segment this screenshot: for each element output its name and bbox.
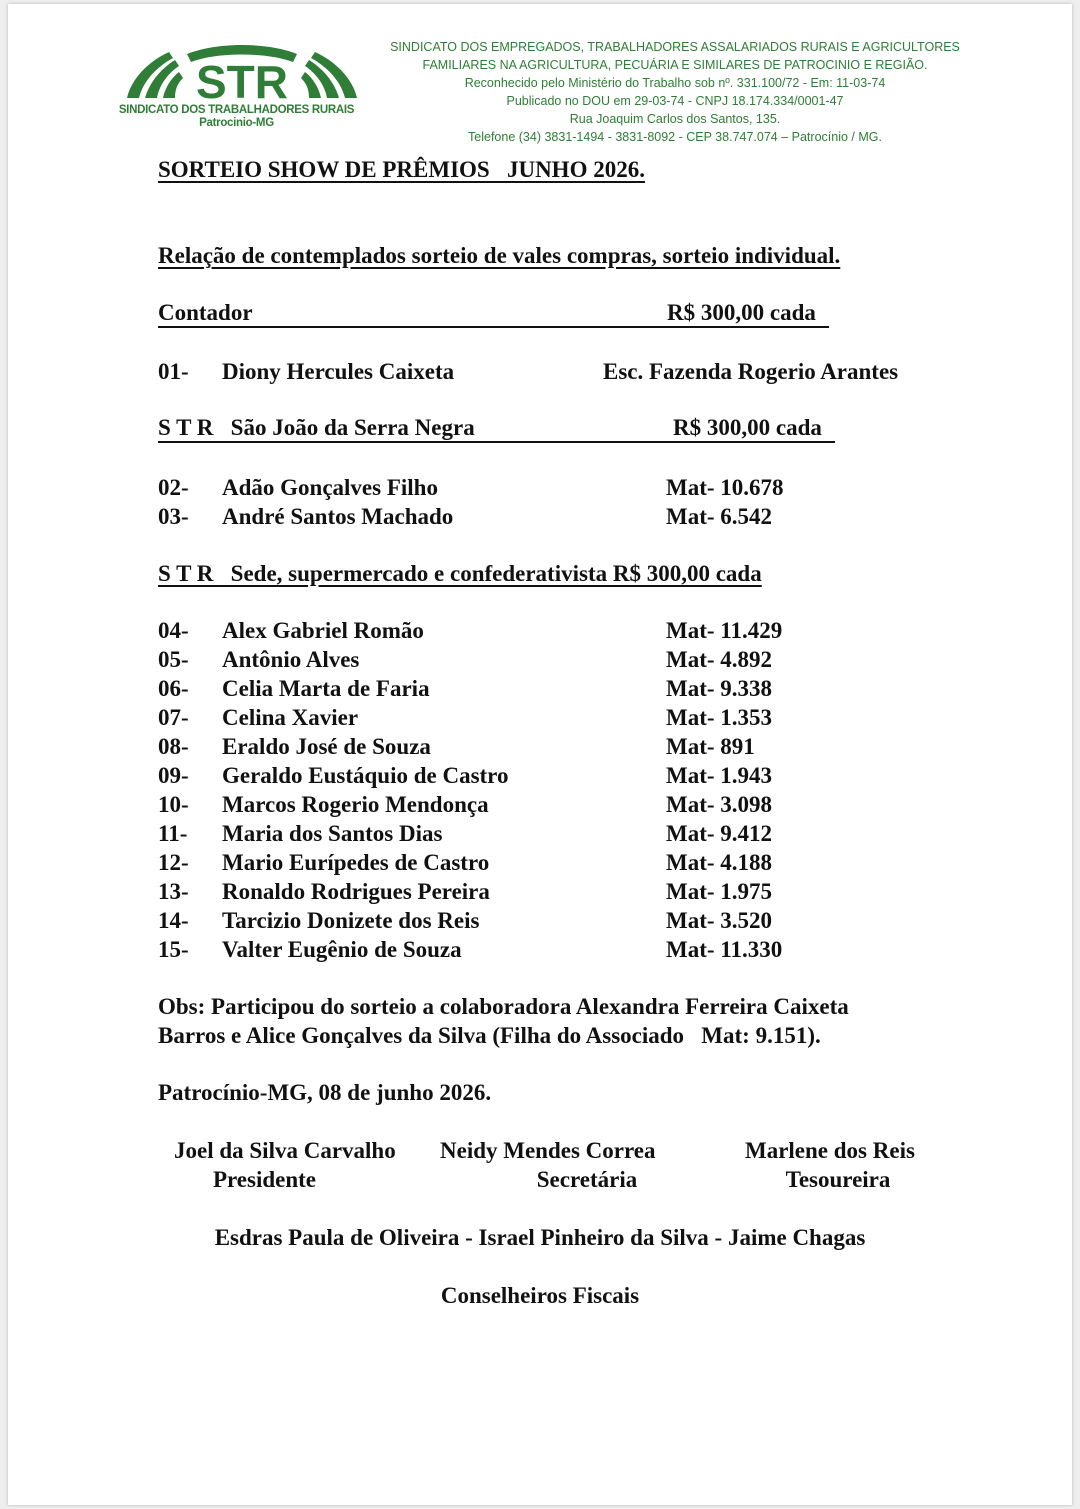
council-title: Conselheiros Fiscais xyxy=(440,1283,640,1308)
entry-mat: Mat- 1.975 xyxy=(666,879,773,904)
entry-name: Celina Xavier xyxy=(222,705,359,730)
entry-number: 11- xyxy=(158,821,188,846)
entry-number: 09- xyxy=(158,763,189,788)
entry-number: 02- xyxy=(158,475,189,500)
entry-number: 04- xyxy=(158,618,189,643)
obs-line-1: Obs: Participou do sorteio a colaboradora Alexandra Ferreira Caixeta xyxy=(158,994,849,1019)
entry-mat: Mat- 11.429 xyxy=(666,618,783,643)
signature-role: Secretária xyxy=(536,1167,638,1192)
entry-mat: Mat- 9.412 xyxy=(666,821,773,846)
entry-mat: Mat- 891 xyxy=(666,734,755,759)
entry-mat: Mat- 1.353 xyxy=(666,705,773,730)
entry-name: Marcos Rogerio Mendonça xyxy=(222,792,489,817)
letterhead-line: FAMILIARES NA AGRICULTURA, PECUÁRIA E SIMILARES DE PATROCINIO E REGIÃO. xyxy=(422,58,928,72)
entry-name: Geraldo Eustáquio de Castro xyxy=(222,763,509,788)
entry-name: Ronaldo Rodrigues Pereira xyxy=(222,879,490,904)
entry-name: Maria dos Santos Dias xyxy=(222,821,443,846)
letterhead-line: Reconhecido pelo Ministério do Trabalho sob nº. 331.100/72 - Em: 11-03-74 xyxy=(464,76,886,90)
section-amount: R$ 300,00 cada xyxy=(667,300,816,325)
entry-number: 03- xyxy=(158,504,189,529)
entry-number: 07- xyxy=(158,705,189,730)
signature-name: Joel da Silva Carvalho xyxy=(174,1138,396,1163)
letterhead xyxy=(370,38,980,146)
entry-number: 06- xyxy=(158,676,189,701)
entry-mat: Mat- 10.678 xyxy=(666,475,784,500)
entry-name: Mario Eurípedes de Castro xyxy=(222,850,490,875)
entry-name: Tarcizio Donizete dos Reis xyxy=(222,908,480,933)
entry-name: Diony Hercules Caixeta xyxy=(222,359,455,384)
signature-name: Marlene dos Reis xyxy=(745,1138,915,1163)
logo-subtitle xyxy=(114,104,359,130)
signature-role: Tesoureira xyxy=(785,1167,891,1192)
letterhead-line: Publicado no DOU em 29-03-74 - CNPJ 18.174.334/0001-47 xyxy=(506,94,844,108)
document-title: SORTEIO SHOW DE PRÊMIOS JUNHO 2026. xyxy=(158,157,645,182)
entry-mat: Mat- 4.892 xyxy=(666,647,773,672)
section-sao-joao-header xyxy=(158,415,835,443)
signature-role: Presidente xyxy=(212,1167,317,1192)
obs-line-2: Barros e Alice Gonçalves da Silva (Filha do Associado Mat: 9.151). xyxy=(158,1023,821,1048)
entry-number: 08- xyxy=(158,734,189,759)
entry-number: 10- xyxy=(158,792,189,817)
council-names: Esdras Paula de Oliveira - Israel Pinheiro da Silva - Jaime Chagas xyxy=(214,1225,866,1250)
entry-number: 13- xyxy=(158,879,189,904)
entry-mat: Mat- 4.188 xyxy=(666,850,773,875)
entry-mat: Mat- 1.943 xyxy=(666,763,773,788)
letterhead-line: Rua Joaquim Carlos dos Santos, 135. xyxy=(569,112,781,126)
entry-number: 05- xyxy=(158,647,189,672)
logo-city: Patrocinio-MG xyxy=(199,117,274,129)
entry-name: Valter Eugênio de Souza xyxy=(222,937,462,962)
entry-number: 14- xyxy=(158,908,189,933)
document-subtitle: Relação de contemplados sorteio de vales compras, sorteio individual. xyxy=(158,243,841,268)
entry-name: Eraldo José de Souza xyxy=(222,734,431,759)
entry-mat: Mat- 11.330 xyxy=(666,937,783,962)
entry-number: 12- xyxy=(158,850,189,875)
date-line: Patrocínio-MG, 08 de junho 2026. xyxy=(158,1080,492,1105)
entry-number: 15- xyxy=(158,937,189,962)
section-contador-header xyxy=(158,300,829,328)
entry-name: Antônio Alves xyxy=(222,647,360,672)
letterhead-line: Telefone (34) 3831-1494 - 3831-8092 - CEP 38.747.074 – Patrocínio / MG. xyxy=(468,130,882,144)
entry-name: Adão Gonçalves Filho xyxy=(222,475,438,500)
entry-mat: Mat- 3.520 xyxy=(666,908,773,933)
entry-name: Alex Gabriel Romão xyxy=(222,618,424,643)
entry-name: André Santos Machado xyxy=(222,504,454,529)
letterhead-line: SINDICATO DOS EMPREGADOS, TRABALHADORES ASSALARIADOS RURAIS E AGRICULTORES xyxy=(390,40,960,54)
section-label: S T R São João da Serra Negra xyxy=(158,415,475,440)
section-label: Contador xyxy=(158,300,253,325)
entry-mat: Mat- 3.098 xyxy=(666,792,773,817)
entry-mat: Mat- 9.338 xyxy=(666,676,773,701)
logo-subtitle-text: SINDICATO DOS TRABALHADORES RURAIS xyxy=(118,104,355,116)
section-amount: R$ 300,00 cada xyxy=(673,415,822,440)
entry-mat: Mat- 6.542 xyxy=(666,504,773,529)
entry-number: 01- xyxy=(158,359,189,384)
section-sede-header: S T R Sede, supermercado e confederativista R$ 300,00 cada xyxy=(158,561,762,586)
entry-name: Celia Marta de Faria xyxy=(222,676,430,701)
entry-detail: Esc. Fazenda Rogerio Arantes xyxy=(603,359,899,384)
svg-text:STR: STR xyxy=(196,56,288,108)
signature-name: Neidy Mendes Correa xyxy=(440,1138,656,1163)
